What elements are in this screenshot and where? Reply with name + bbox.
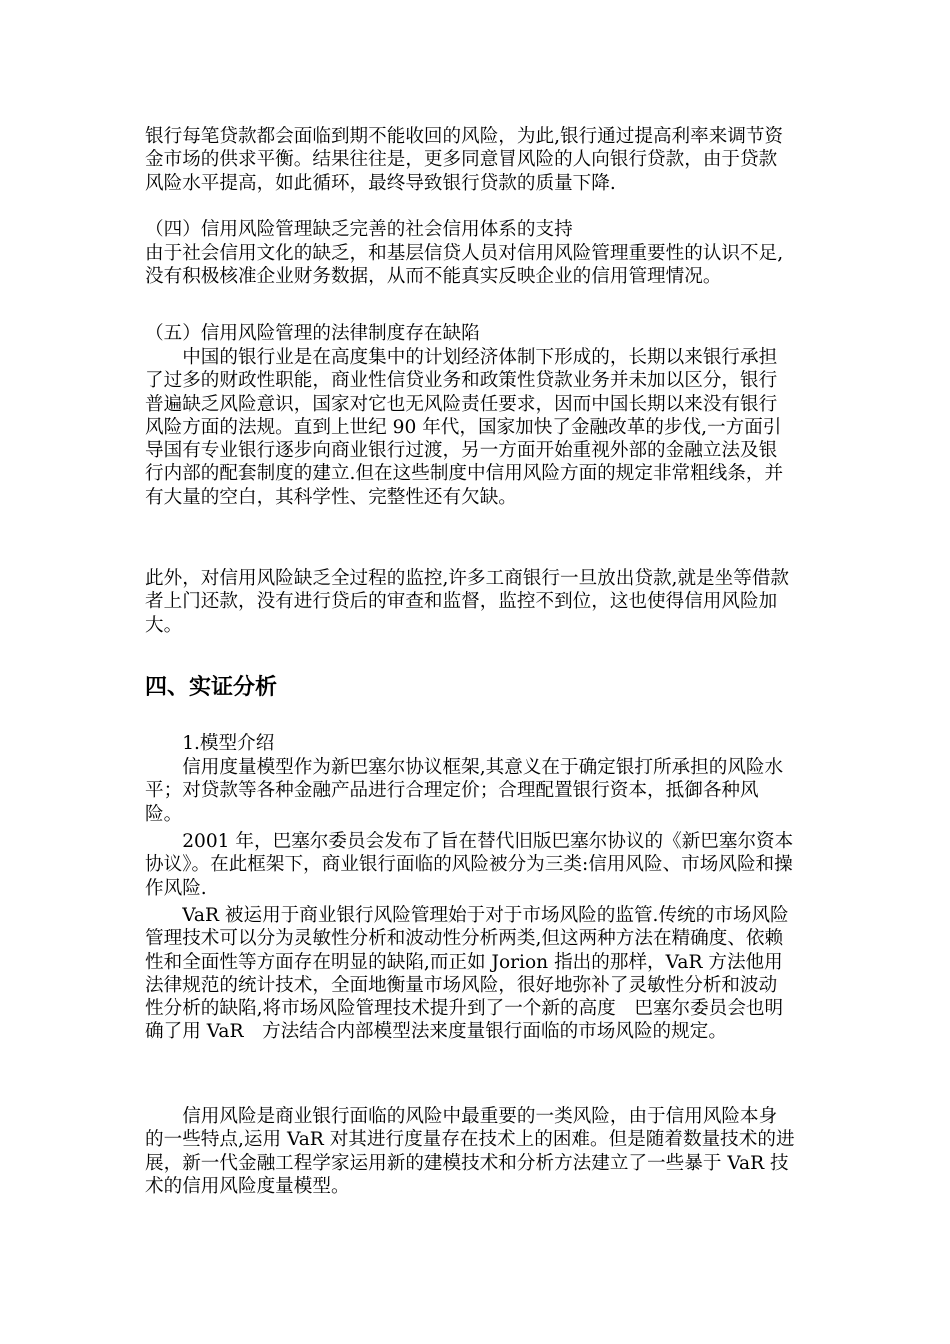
paragraph-basel-2001: 2001 年，巴塞尔委员会发布了旨在替代旧版巴塞尔协议的《新巴塞尔资本协议》。在此框架下，商业银行面临的风险被分为三类:信用风险、市场风险和操作风险. [145, 831, 794, 899]
subheading-model-intro: 1.模型介绍 [182, 733, 275, 754]
paragraph-credit-model: 信用度量模型作为新巴塞尔协议框架,其意义在于确定银打所承担的风险水平；对贷款等各种金融产品进行合理定价；合理配置银行资本，抵御各种风险。 [145, 757, 784, 825]
paragraph-banking-history: 中国的银行业是在高度集中的计划经济体制下形成的，长期以来银行承担了过多的财政性职能，商业性信贷业务和政策性贷款业务并未加以区分，银行普遍缺乏风险意识，国家对它也无风险责任要求，因而中国长期以来没有银行风险方面的法规。直到上世纪 90 年代，国家加快了金融改革的步伐,一方面引导国有专业银行逐步向商业银行过渡，另一方面开始重视外部的金融立法及银行内部的配套制度的建立.但在这些制度中信用风险方面的规定非常粗线条，并有大量的空白，其科学性、完整性还有欠缺。 [145, 347, 784, 508]
subheading-legal-system: （五）信用风险管理的法律制度存在缺陷 [145, 323, 480, 344]
paragraph-loan-risk: 银行每笔贷款都会面临到期不能收回的风险，为此,银行通过提高利率来调节资金市场的供求平衡。结果往往是，更多同意冒风险的人向银行贷款，由于贷款风险水平提高，如此循环，最终导致银行贷款的质量下降. [145, 126, 784, 194]
section-heading-empirical-analysis: 四、实证分析 [145, 675, 278, 700]
subheading-social-credit: （四）信用风险管理缺乏完善的社会信用体系的支持 [145, 219, 573, 240]
paragraph-var-credit-risk: 信用风险是商业银行面临的风险中最重要的一类风险，由于信用风险本身的一些特点,运用 VaR 对其进行度量存在技术上的困难。但是随着数量技术的进展，新一代金融工程学家运用新的建模技术和分析方法建立了一些暴于 VaR 技术的信用风险度量模型。 [145, 1106, 795, 1197]
paragraph-monitoring: 此外，对信用风险缺乏全过程的监控,许多工商银行一旦放出贷款,就是坐等借款者上门还款，没有进行贷后的审查和监督，监控不到位，这也使得信用风险加大。 [145, 568, 790, 636]
paragraph-credit-culture: 由于社会信用文化的缺乏，和基层信贷人员对信用风险管理重要性的认识不足,没有积极核准企业财务数据，从而不能真实反映企业的信用管理情况。 [145, 243, 784, 288]
paragraph-var-market-risk: VaR 被运用于商业银行风险管理始于对于市场风险的监管.传统的市场风险管理技术可以分为灵敏性分析和波动性分析两类,但这两种方法在精确度、依赖性和全面性等方面存在明显的缺陷,而正如 Jorion 指出的那样，VaR 方法他用法律规范的统计技术，全面地衡量市场风险，很好地弥补了灵敏性分析和波动性分析的缺陷,将市场风险管理技术提升到了一个新的高度 巴塞尔委员会也明确了用 VaR 方法结合内部模型法来度量银行面临的市场风险的规定。 [145, 905, 789, 1043]
